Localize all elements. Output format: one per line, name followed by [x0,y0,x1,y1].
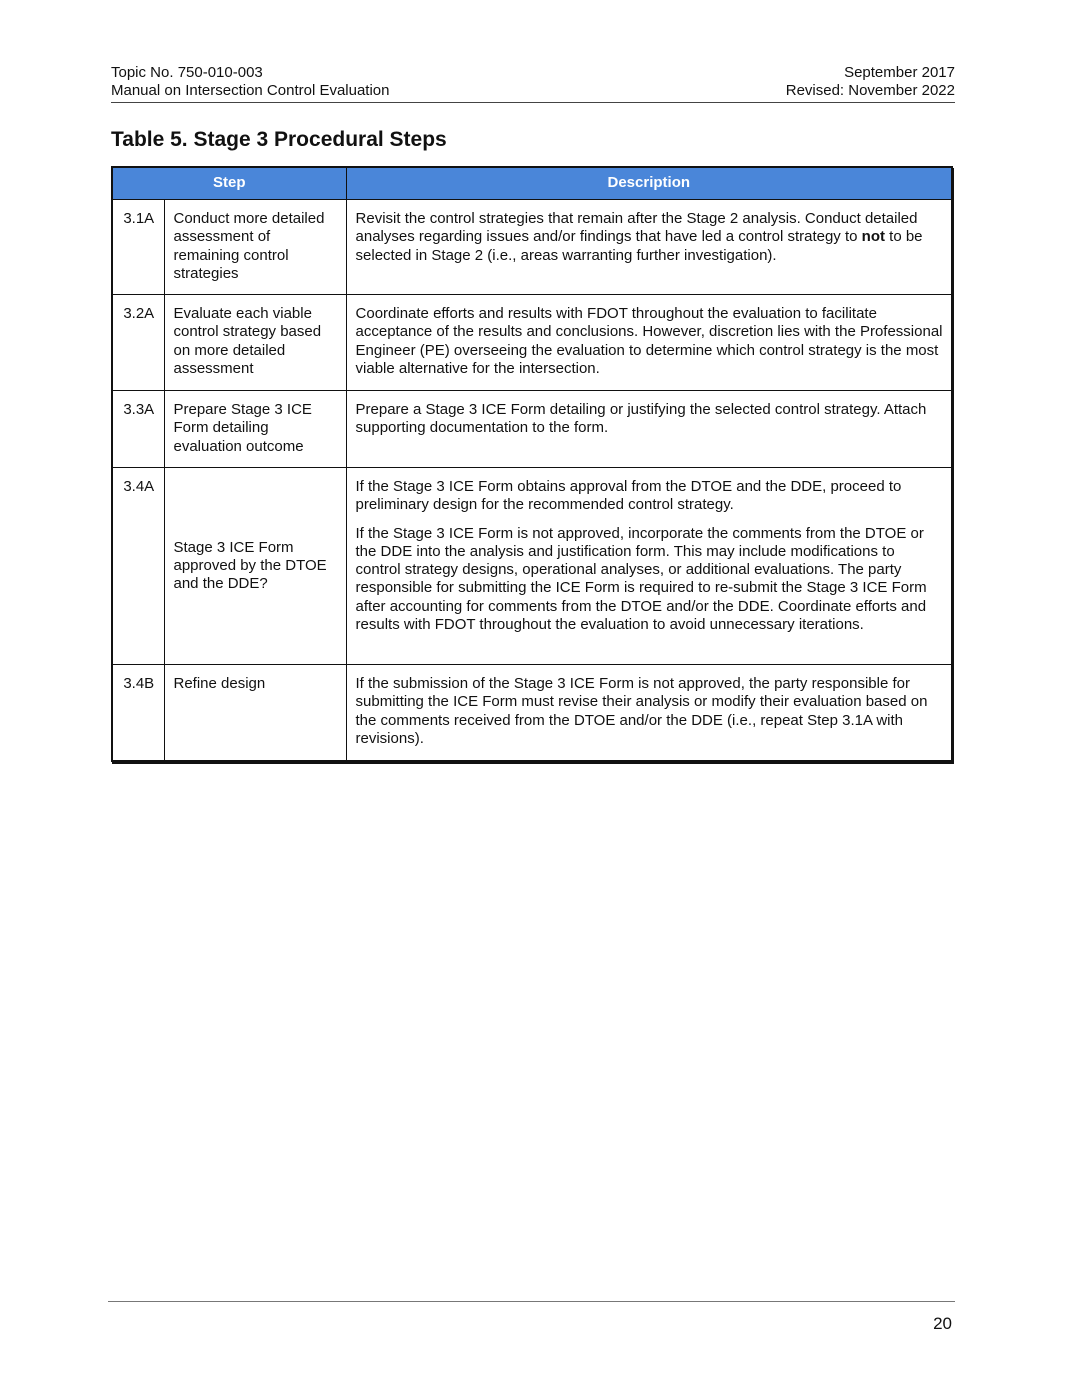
step-number: 3.1A [112,200,164,295]
step-description: Prepare a Stage 3 ICE Form detailing or justifying the selected control strategy. Attach supporting documentation to the form. [346,391,952,468]
step-number: 3.2A [112,295,164,391]
column-header-description: Description [346,167,952,200]
procedural-steps-table [111,166,953,762]
header-right [786,64,955,100]
step-description [346,200,952,295]
step-number: 3.4B [112,665,164,761]
table-row [112,391,952,468]
description-text: Revisit the control strategies that remain after the Stage 2 analysis. Conduct detailed analyses regarding issues and/or findings that have led a control strategy to [355,210,918,246]
footer-divider [108,1301,955,1302]
step-number: 3.4A [112,468,164,665]
step-action: Prepare Stage 3 ICE Form detailing evaluation outcome [164,391,346,468]
description-text: to be selected in Stage 2 (i.e., areas warranting further investigation). [355,228,923,264]
step-description: If the submission of the Stage 3 ICE Form is not approved, the party responsible for submitting the ICE Form must revise their analysis or modify their evaluation based on the comments received from the DTOE and/or the DDE (i.e., repeat Step 3.1A with revisions). [346,665,952,761]
topic-number: Topic No. 750-010-003 [111,64,263,81]
procedural-steps-table-wrapper [111,166,953,762]
step-description: Coordinate efforts and results with FDOT throughout the evaluation to facilitate acceptance of the results and conclusions. However, discretion lies with the Professional Engineer (PE) overseeing the evaluation to determine which control strategy is the most viable alternative for the intersection. [346,295,952,391]
table-row [112,468,952,665]
step-action: Stage 3 ICE Form approved by the DTOE and the DDE? [164,468,346,665]
description-paragraph: If the Stage 3 ICE Form obtains approval from the DTOE and the DDE, proceed to preliminary design for the recommended control strategy. [355,478,902,514]
table-title: Table 5. Stage 3 Procedural Steps [111,128,447,151]
revised-date: Revised: November 2022 [785,82,955,99]
table-row [112,295,952,391]
header-left [111,64,390,100]
step-description [346,468,952,665]
step-action: Evaluate each viable control strategy based on more detailed assessment [164,295,346,391]
step-action: Conduct more detailed assessment of remaining control strategies [164,200,346,295]
description-emphasis: not [861,228,885,246]
issue-date: September 2017 [844,64,955,81]
column-header-step: Step [112,167,346,200]
step-number: 3.3A [112,391,164,468]
table-header-row [112,167,952,200]
manual-title: Manual on Intersection Control Evaluation [111,82,390,99]
page-number: 20 [933,1314,952,1333]
step-action: Refine design [164,665,346,761]
page-header [111,64,955,103]
description-paragraph: If the Stage 3 ICE Form is not approved, incorporate the comments from the DTOE or the DDE into the analysis and justification form. This may include modifications to control strategy designs, operational analyses, or additional evaluations. The party responsible for submitting the ICE Form is required to re-submit the Stage 3 ICE Form after accounting for comments from the DTOE and/or the DDE. Coordinate efforts and results with FDOT throughout the evaluation to avoid unnecessary iterations. [355,524,927,634]
table-row [112,200,952,295]
table-row [112,665,952,761]
